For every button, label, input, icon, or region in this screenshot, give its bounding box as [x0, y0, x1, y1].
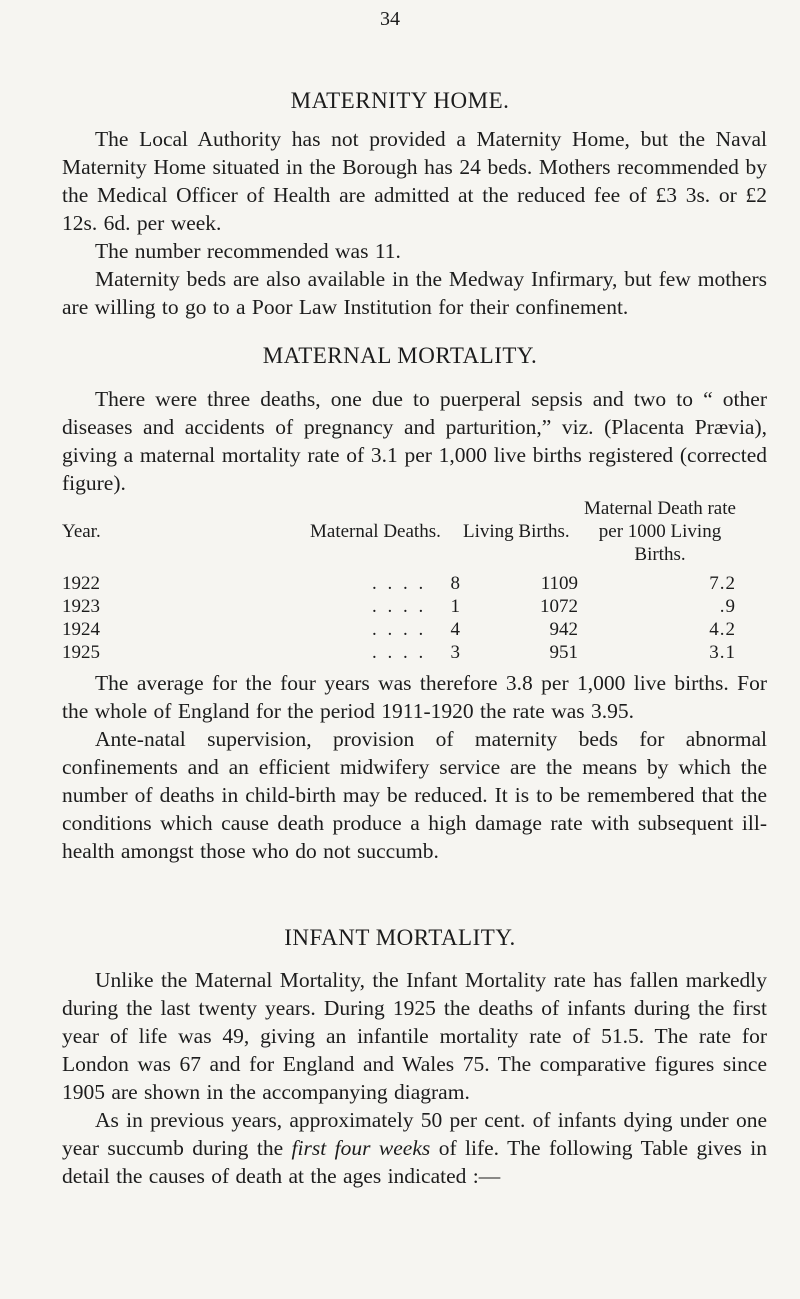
col-rate-header-line: per 1000 Living	[598, 521, 722, 542]
infant-text-part: As in previous years, approximately 50 per cent. of infants dying under one year succumb during the	[62, 1108, 767, 1160]
table-row	[0, 642, 800, 665]
maternal-mortality-heading: MATERNAL MORTALITY.	[262, 343, 538, 368]
col-rate-header	[560, 497, 760, 566]
rate-cell: 7.2	[709, 573, 736, 594]
emphasized-text: first four weeks	[291, 1136, 431, 1160]
col-year-header: Year.	[62, 521, 101, 542]
leader-dots: . . . .	[372, 596, 427, 617]
maternal-mortality-intro	[62, 385, 767, 497]
col-deaths-header: Maternal Deaths.	[310, 521, 441, 542]
maternal-mortality-paragraph: Ante-natal supervision, provision of maternity beds for abnormal confinements and an efficient midwifery service are the means by which the number of deaths in child-birth may be reduced. It is to be remembered that the conditions which cause death produce a high damage rate with subsequent ill-health amongst those who do not succumb.	[62, 727, 767, 863]
maternal-mortality-paragraph: The average for the four years was therefore 3.8 per 1,000 live births. For the whole of England for the period 1911-1920 the rate was 3.95.	[62, 671, 767, 723]
infant-mortality-paragraph	[62, 1106, 767, 1190]
maternity-home-paragraph: Maternity beds are also available in the Medway Infirmary, but few mothers are willing to go to a Poor Law Institution for their confinement.	[62, 267, 767, 319]
col-rate-header-line: Births.	[634, 544, 686, 565]
maternity-home-heading: MATERNITY HOME.	[290, 88, 510, 113]
infant-mortality-paragraph: Unlike the Maternal Mortality, the Infant Mortality rate has fallen markedly during the last twenty years. During 1925 the deaths of infants during the first year of life was 49, giving an infantile mortality rate of 51.5. The rate for London was 67 and for England and Wales 75. The comparative figures since 1905 are shown in the accompanying diagram.	[62, 968, 767, 1104]
maternity-home-paragraph: The Local Authority has not provided a Maternity Home, but the Naval Maternity Home situated in the Borough has 24 beds. Mothers recommended by the Medical Officer of Health are admitted at the reduced fee of £3 3s. or £2 12s. 6d. per week.	[62, 127, 767, 235]
table-row	[0, 619, 800, 642]
table-row	[0, 596, 800, 619]
infant-text-part: of life. The following Table gives in detail the causes of death at the ages indicated :—	[62, 1136, 767, 1188]
table-row	[0, 573, 800, 596]
maternity-home-text	[62, 125, 767, 321]
rate-cell: 4.2	[709, 619, 736, 640]
deaths-cell: 3	[450, 642, 460, 663]
leader-dots: . . . .	[372, 619, 427, 640]
births-cell: 1109	[540, 573, 578, 594]
births-cell: 1072	[540, 596, 578, 617]
deaths-cell: 4	[450, 619, 460, 640]
infant-mortality-heading: INFANT MORTALITY.	[284, 925, 516, 950]
maternal-mortality-paragraph: There were three deaths, one due to puerperal sepsis and two to “ other diseases and accidents of pregnancy and parturition,” viz. (Placenta Prævia), giving a maternal mortality rate of 3.1 per 1,000 live births registered (corrected figure).	[62, 387, 767, 495]
births-cell: 951	[549, 642, 578, 663]
maternal-mortality-summary	[62, 669, 767, 865]
page-number: 34	[380, 8, 400, 30]
year-cell: 1924	[62, 619, 100, 640]
rate-cell: .9	[719, 596, 736, 617]
col-births-header: Living Births.	[463, 521, 570, 542]
leader-dots: . . . .	[372, 642, 427, 663]
deaths-cell: 8	[450, 573, 460, 594]
leader-dots: . . . .	[372, 573, 427, 594]
rate-cell: 3.1	[709, 642, 736, 663]
deaths-cell: 1	[450, 596, 460, 617]
births-cell: 942	[549, 619, 578, 640]
col-rate-header-line: Maternal Death rate	[584, 498, 736, 519]
infant-mortality-text	[62, 966, 767, 1190]
year-cell: 1925	[62, 642, 100, 663]
year-cell: 1922	[62, 573, 100, 594]
year-cell: 1923	[62, 596, 100, 617]
maternity-home-paragraph: The number recommended was 11.	[95, 239, 401, 263]
